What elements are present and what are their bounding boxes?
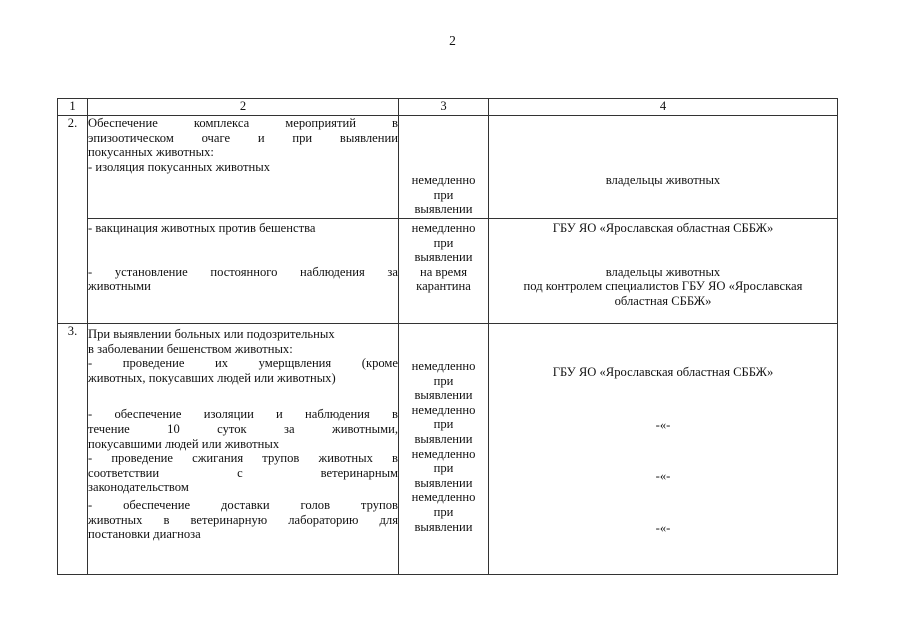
- term-text: выявлении: [414, 388, 473, 403]
- measure-cell: [88, 116, 399, 219]
- page-number: 2: [449, 33, 456, 48]
- measure-text: покусавшими людей или животных: [88, 436, 280, 451]
- measure-cell: [88, 324, 399, 575]
- term-text: немедленно: [411, 446, 476, 461]
- measure-text: - вакцинация животных против бешенства: [88, 221, 316, 235]
- table-row: [58, 219, 838, 324]
- term-text: выявлении: [414, 475, 473, 490]
- responsible-cell: [489, 324, 838, 575]
- term-text: выявлении: [414, 519, 473, 534]
- term-text: при: [433, 235, 454, 250]
- measure-text: эпизоотическом очаге и при выявлении: [88, 130, 398, 145]
- measure-text: - обеспечение изоляции и наблюдения в: [88, 407, 398, 422]
- measures-table: [57, 98, 838, 575]
- responsible-text: под контролем специалистов ГБУ ЯО «Ярославская: [523, 279, 803, 294]
- term-text: выявлении: [414, 431, 473, 446]
- measure-text: - проведение сжигания трупов животных в: [88, 451, 398, 466]
- measure-text: - изоляция покусанных животных: [88, 159, 271, 174]
- term-text: выявлении: [414, 202, 473, 217]
- term-text: при: [433, 187, 454, 202]
- term-cell: [399, 324, 489, 575]
- term-text: немедленно: [411, 490, 476, 505]
- measure-text: животных в ветеринарную лабораторию для: [88, 512, 398, 527]
- column-header-3: 3: [399, 99, 489, 116]
- term-text: карантина: [416, 279, 471, 294]
- responsible-text: владельцы животных: [605, 173, 721, 187]
- responsible-text: ГБУ ЯО «Ярославская областная СББЖ»: [552, 365, 774, 379]
- measure-text: в заболевании бешенством животных:: [88, 341, 293, 356]
- term-cell: [399, 219, 489, 324]
- measure-cell: [88, 219, 399, 324]
- term-cell: [399, 116, 489, 219]
- term-text: на время: [419, 264, 468, 279]
- measure-text: соответствии с ветеринарным: [88, 465, 398, 480]
- measure-text: покусанных животных:: [88, 145, 214, 160]
- measure-text: законодательством: [88, 480, 189, 495]
- responsible-text: областная СББЖ»: [614, 293, 712, 308]
- measure-text: течение 10 суток за животными,: [88, 421, 398, 436]
- table-header-row: [58, 99, 838, 116]
- term-text: при: [433, 461, 454, 476]
- term-text: немедленно: [411, 173, 476, 188]
- measure-text: постановки диагноза: [88, 527, 201, 542]
- responsible-text: владельцы животных: [605, 264, 721, 279]
- term-text: немедленно: [411, 359, 476, 373]
- column-header-1: 1: [58, 99, 88, 116]
- measure-text: При выявлении больных или подозрительных: [88, 327, 335, 341]
- term-text: при: [433, 373, 454, 388]
- term-text: при: [433, 417, 454, 432]
- term-text: при: [433, 504, 454, 519]
- term-text: немедленно: [411, 402, 476, 417]
- row-number: 2.: [58, 116, 88, 324]
- measure-text: Обеспечение комплекса мероприятий в: [88, 116, 398, 130]
- term-text: немедленно: [411, 221, 476, 235]
- measure-text: - обеспечение доставки голов трупов: [88, 497, 398, 512]
- responsible-text: ГБУ ЯО «Ярославская областная СББЖ»: [552, 221, 774, 235]
- column-header-2: 2: [88, 99, 399, 116]
- measure-text: животными: [88, 279, 151, 294]
- responsible-text: -«-: [655, 417, 671, 432]
- term-text: выявлении: [414, 250, 473, 265]
- responsible-text: -«-: [655, 469, 671, 484]
- table-row: [58, 116, 838, 219]
- measure-text: - установление постоянного наблюдения за: [88, 264, 398, 279]
- measure-text: - проведение их умерщвления (кроме: [88, 356, 398, 371]
- responsible-cell: [489, 116, 838, 219]
- responsible-text: -«-: [655, 520, 671, 535]
- column-header-4: 4: [489, 99, 838, 116]
- responsible-cell: [489, 219, 838, 324]
- measure-text: животных, покусавших людей или животных): [88, 370, 336, 385]
- table-row: [58, 324, 838, 575]
- row-number: 3.: [58, 324, 88, 575]
